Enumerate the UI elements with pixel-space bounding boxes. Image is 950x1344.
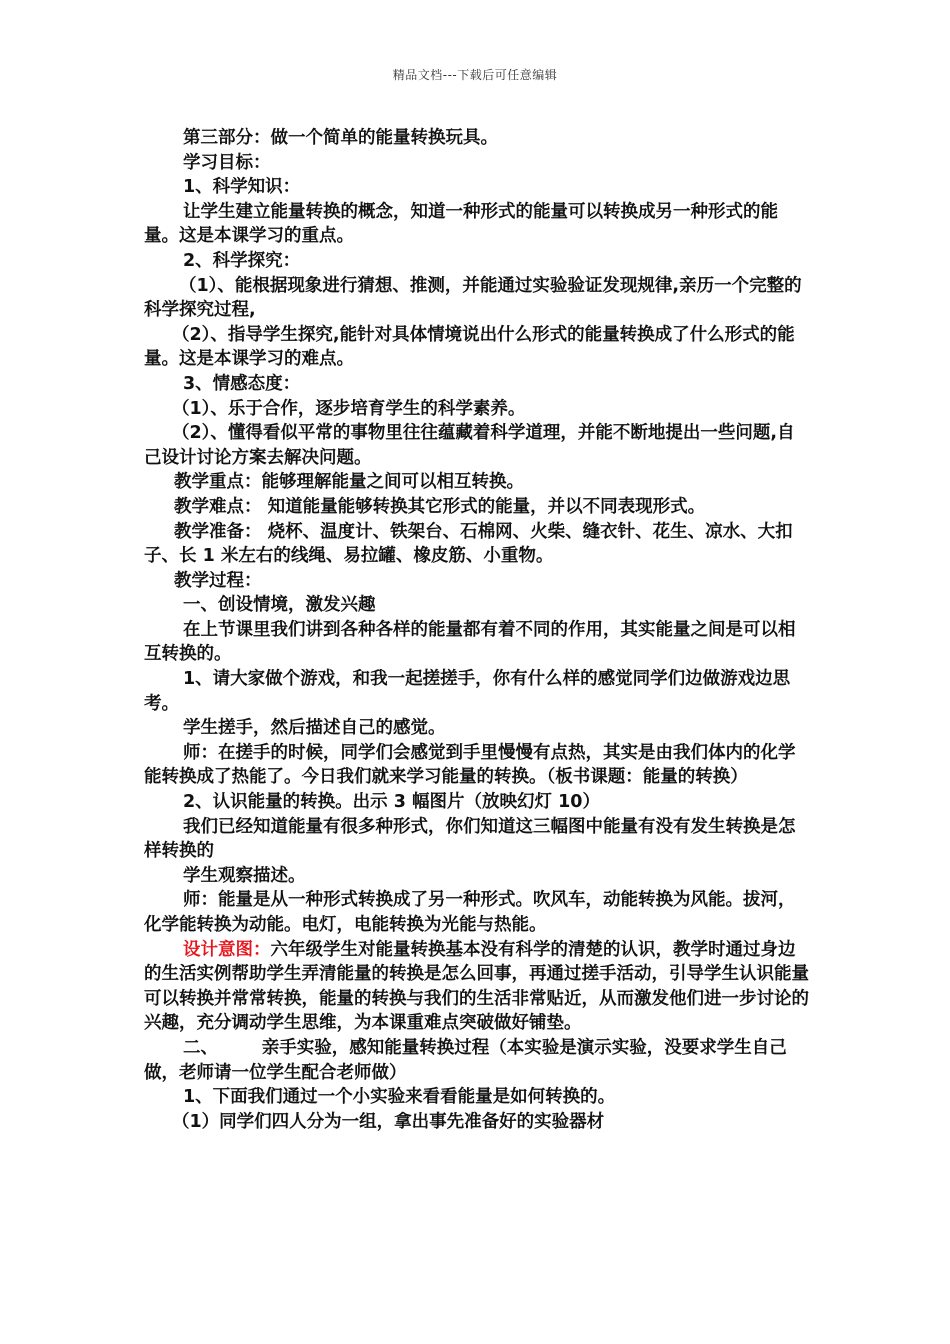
paragraph: 我们已经知道能量有很多种形式，你们知道这三幅图中能量有没有发生转换是怎样转换的	[144, 816, 796, 862]
design-intent-label: 设计意图：	[183, 939, 271, 960]
paragraph: 一、创设情境，激发兴趣	[183, 595, 376, 616]
document-body	[144, 126, 810, 1134]
paragraph: 3、情感态度：	[183, 373, 301, 394]
paragraph: （1）同学们四人分为一组，拿出事先准备好的实验器材	[172, 1111, 605, 1132]
paragraph: 教学难点： 知道能量能够转换其它形式的能量，并以不同表现形式。	[174, 496, 706, 517]
paragraph: 学生观察描述。	[183, 865, 306, 886]
paragraph: 师：在搓手的时候，同学们会感觉到手里慢慢有点热，其实是由我们体内的化学能转换成了热能了。今日我们就来学习能量的转换。（板书课题：能量的转换）	[144, 742, 796, 788]
paragraph: 教学过程：	[174, 570, 262, 591]
paragraph: 教学准备： 烧杯、温度计、铁架台、石棉网、火柴、缝衣针、花生、凉水、大扣子、长 1 米左右的线绳、易拉罐、橡皮筋、小重物。	[144, 521, 793, 567]
paragraph: 让学生建立能量转换的概念，知道一种形式的能量可以转换成另一种形式的能量。这是本课学习的重点。	[144, 201, 778, 247]
paragraph: （1）、能根据现象进行猜想、推测，并能通过实验验证发现规律,亲历一个完整的科学探究过程,	[144, 275, 802, 321]
paragraph: 学生搓手，然后描述自己的感觉。	[183, 718, 446, 739]
paragraph: 2、科学探究：	[183, 250, 301, 271]
paragraph: 1、科学知识：	[183, 177, 301, 198]
paragraph: （2）、指导学生探究,能针对具体情境说出什么形式的能量转换成了什么形式的能量。这是本课学习的难点。	[144, 324, 795, 370]
section-title: 第三部分：做一个简单的能量转换玩具。	[183, 128, 498, 148]
paragraph: 学习目标：	[183, 152, 271, 173]
paragraph: （2）、懂得看似平常的事物里往往蕴藏着科学道理，并能不断地提出一些问题,自己设计讨论方案去解决问题。	[144, 423, 795, 468]
paragraph: 在上节课里我们讲到各种各样的能量都有着不同的作用，其实能量之间是可以相互转换的。	[144, 619, 796, 665]
paragraph: （1）、乐于合作，逐步培育学生的科学素养。	[172, 398, 526, 419]
paragraph: 1、下面我们通过一个小实验来看看能量是如何转换的。	[183, 1087, 616, 1108]
design-intent	[144, 938, 810, 1036]
page-header: 精品文档---下载后可任意编辑	[392, 68, 558, 82]
design-intent-text: 六年级学生对能量转换基本没有科学的清楚的认识，教学时通过身边的生活实例帮助学生弄清能量的转换是怎么回事，再通过搓手活动，引导学生认识能量可以转换并常常转换，能量的转换与我们的生活非常贴近，从而激发他们进一步讨论的兴趣，充分调动学生思维，为本课重难点突破做好铺垫。	[144, 939, 809, 1034]
paragraph: 二、 亲手实验，感知能量转换过程（本实验是演示实验，没要求学生自己做，老师请一位学生配合老师做）	[144, 1037, 787, 1083]
paragraph: 教学重点：能够理解能量之间可以相互转换。	[174, 472, 524, 493]
paragraph: 2、认识能量的转换。出示 3 幅图片（放映幻灯 10）	[183, 792, 600, 813]
paragraph: 1、请大家做个游戏，和我一起搓搓手，你有什么样的感觉同学们边做游戏边思考。	[144, 669, 791, 714]
paragraph: 师：能量是从一种形式转换成了另一种形式。吹风车，动能转换为风能。拔河，化学能转换为动能。电灯，电能转换为光能与热能。	[144, 890, 796, 935]
